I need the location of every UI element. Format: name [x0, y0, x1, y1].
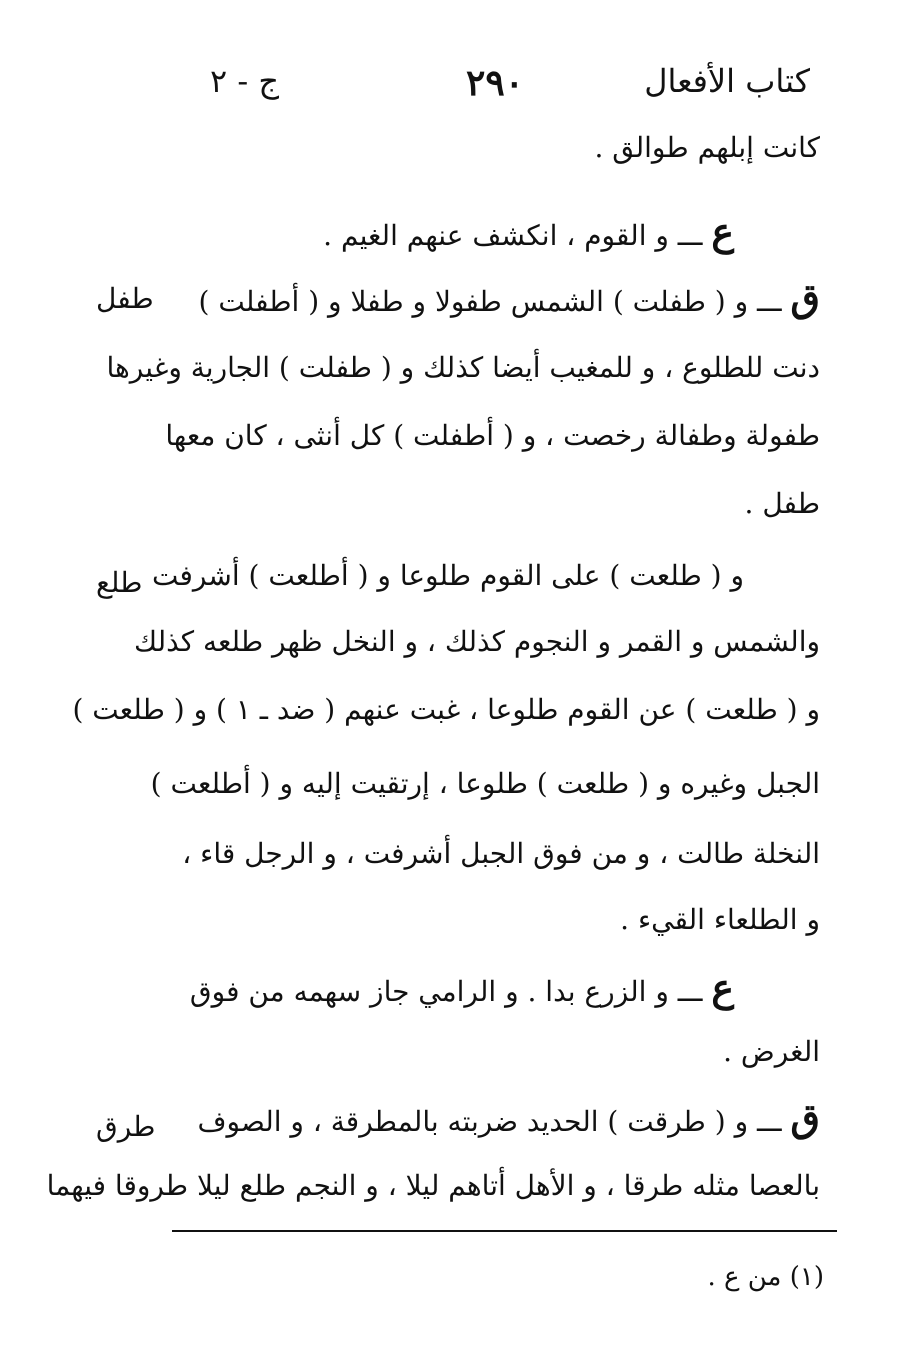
text-line: [323, 209, 734, 256]
text-line-body: ـــ و ( طفلت ) الشمس طفولا و طفلا و ( أطفلت ): [198, 285, 782, 318]
part-number: ج - ٢: [210, 62, 279, 100]
footnote: (١) من ع .: [707, 1262, 824, 1292]
text-line: بالعصا مثله طرقا ، و الأهل أتاهم ليلا ، و النجم طلع ليلا طروقا فيهما: [46, 1169, 820, 1202]
text-line: [198, 275, 820, 322]
source-mark: ع: [711, 965, 734, 1010]
text-line: والشمس و القمر و النجوم كذلك ، و النخل ظهر طلعه كذلك: [133, 625, 820, 658]
footnote-divider: [172, 1230, 837, 1232]
text-line: طفولة وطفالة رخصت ، و ( أطفلت ) كل أنثى ، كان معها: [165, 419, 820, 452]
text-line: [189, 965, 734, 1012]
page-number: ٢٩٠: [466, 62, 525, 104]
source-mark: ق: [790, 275, 820, 320]
book-title: كتاب الأفعال: [644, 62, 810, 100]
text-line: و الطلعاء القيء .: [620, 903, 820, 936]
text-line-body: ـــ و القوم ، انكشف عنهم الغيم .: [323, 219, 703, 252]
margin-root-word: طفل: [96, 282, 154, 315]
source-mark: ع: [711, 209, 734, 254]
margin-root-word: طلع: [96, 566, 143, 599]
text-line: النخلة طالت ، و من فوق الجبل أشرفت ، و الرجل قاء ،: [182, 837, 820, 870]
text-line: و ( طلعت ) عن القوم طلوعا ، غبت عنهم ( ضد ـ ١ ) و ( طلعت ): [72, 693, 820, 726]
text-line-body: ـــ و الزرع بدا . و الرامي جاز سهمه من فوق: [189, 975, 703, 1008]
text-line: [197, 1095, 820, 1142]
text-line: الجبل وغيره و ( طلعت ) طلوعا ، إرتقيت إليه و ( أطلعت ): [150, 767, 820, 800]
text-line: دنت للطلوع ، و للمغيب أيضا كذلك و ( طفلت ) الجارية وغيرها: [106, 351, 820, 384]
source-mark: ق: [790, 1095, 820, 1140]
text-line: كانت إبلهم طوالق .: [594, 131, 820, 164]
margin-root-word: طرق: [96, 1110, 156, 1143]
text-line: و ( طلعت ) على القوم طلوعا و ( أطلعت ) أشرفت: [152, 559, 744, 592]
text-line: الغرض .: [723, 1035, 820, 1068]
text-line: طفل .: [744, 487, 820, 520]
text-line-body: ـــ و ( طرقت ) الحديد ضربته بالمطرقة ، و الصوف: [197, 1105, 782, 1138]
